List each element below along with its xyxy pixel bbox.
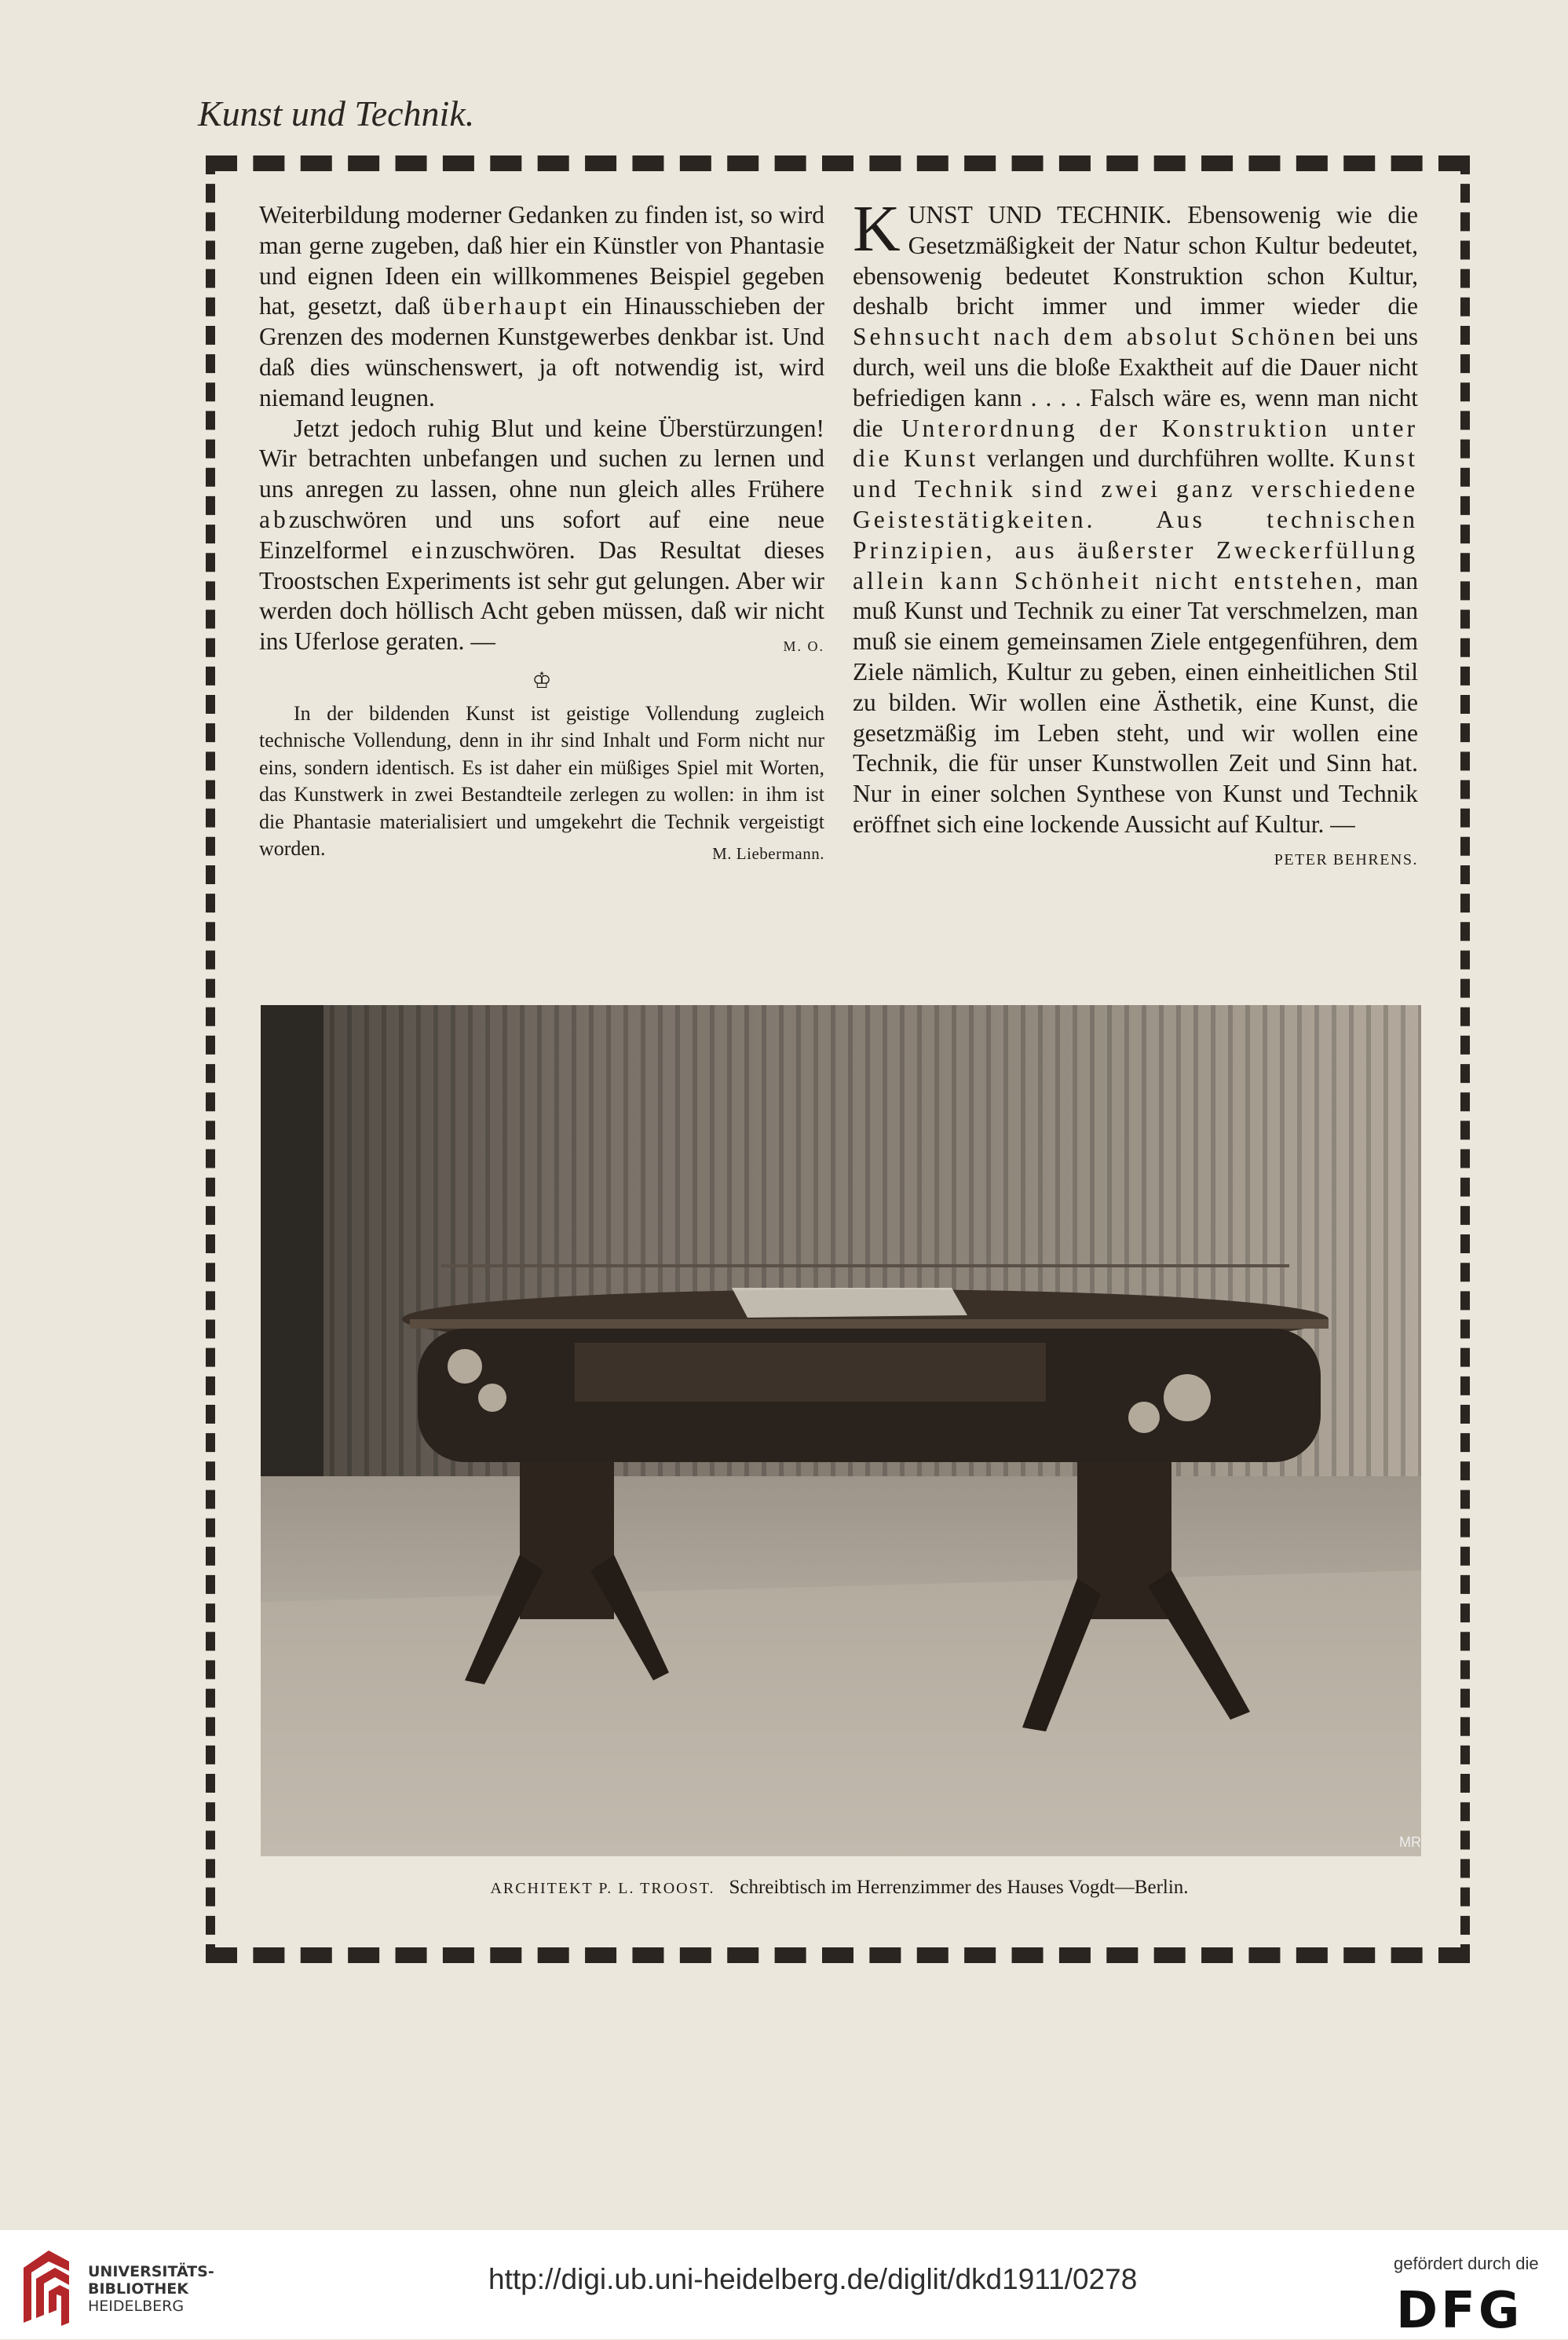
crown-ornament-icon: ♔ <box>532 668 552 693</box>
caption-text: Schreibtisch im Herrenzimmer des Hauses Vogdt—Berlin. <box>729 1877 1189 1898</box>
left-paragraph-1: Weiterbildung moderner Gedanken zu finden ist, so wird man gerne zugeben, daß hier ein Künstler von Phantasie und eignen Ideen ein willkommenes Beispiel gegeben hat, gesetzt, daß überhaupt ein Hinausschieben der Grenzen des modernen Kunstgewerbes denkbar ist. Und daß dies wünschenswert, ja oft notwendig ist, wird niemand leugnen. <box>259 201 825 411</box>
library-name: UNIVERSITÄTS- BIBLIOTHEK HEIDELBERG <box>88 2263 214 2315</box>
dfg-logo: DFG <box>1396 2282 1523 2340</box>
digitization-footer <box>0 2230 1568 2339</box>
article-heading: UNST UND TECHNIK. <box>908 201 1172 229</box>
right-column <box>853 192 1419 876</box>
running-head: Kunst und Technik. <box>198 93 475 133</box>
photo-caption <box>259 1877 1420 1899</box>
desk-photograph <box>261 1005 1421 1856</box>
signature-mo: M. O. <box>783 638 824 655</box>
caption-architect: ARCHITEKT P. L. TROOST. <box>490 1880 715 1897</box>
photo-monogram: MR <box>1399 1834 1421 1850</box>
left-column <box>259 200 824 868</box>
university-library-logo-icon <box>17 2244 75 2326</box>
left-paragraph-2: Jetzt jedoch ruhig Blut und keine Überstürzungen! Wir betrachten unbefangen und suchen zu lernen und uns anregen zu lassen, ohne nun gleich alles Frühere abzuschwören und uns sofort auf eine neue Einzelformel einzuschwören. Das Resultat dieses Troostschen Experiments ist sehr gut gelungen. Aber wir werden doch höllisch Acht geben müssen, daß wir nicht ins Uferlose geraten. — M. O. <box>259 414 824 657</box>
dropcap-letter: K <box>853 192 901 265</box>
signature-behrens: PETER BEHRENS. <box>1274 850 1418 868</box>
permalink-url[interactable]: http://digi.ub.uni-heidelberg.de/diglit/dkd1911/0278 <box>488 2263 1138 2295</box>
signature-liebermann: M. Liebermann. <box>712 844 824 864</box>
funded-by-label: gefördert durch die <box>1394 2254 1539 2273</box>
desk-photo-illustration <box>261 1005 1421 1856</box>
liebermann-quote: In der bildenden Kunst ist geistige Vollendung zugleich technische Vollendung, denn in ihr sind Inhalt und Form nicht nur eins, sondern identisch. Es ist daher ein müßiges Spiel mit Worten, das Kunstwerk in zwei Bestandteile zerlegen zu wollen: in ihm ist die Phantasie materialisiert und umgekehrt die Technik vergeistigt worden. M. Liebermann. <box>259 700 824 863</box>
right-paragraph: KUNST UND TECHNIK. Ebensowenig wie die Gesetzmäßigkeit der Natur schon Kultur bedeutet, ebensowenig bedeutet Konstruktion schon Kultur, deshalb bricht immer und immer wieder die Sehnsucht nach dem absolut Schönen bei uns durch, weil uns die bloße Exaktheit auf die Dauer nicht befriedigen kann . . . . Falsch wäre es, wenn man nicht die Unterordnung der Konstruktion unter die Kunst verlangen und durchführen wollte. Kunst und Technik sind zwei ganz verschiedene Geistestätigkeiten. Aus technischen Prinzipien, aus äußerster Zweckerfüllung allein kann Schönheit nicht entstehen, man muß Kunst und Technik zu einer Tat verschmelzen, man muß sie einem gemeinsamen Ziele entgegenführen, dem Ziele nämlich, Kultur zu geben, einen einheitlichen Stil zu bilden. Wir wollen eine Ästhetik, eine Kunst, die gesetzmäßig im Leben steht, und wir wollen eine Technik, die für unser Kunstwollen Zeit und Sinn hat. Nur in einer solchen Synthese von Kunst und Technik eröffnet sich eine lockende Aussicht auf Kultur. — PETER BEHRENS. <box>853 200 1418 840</box>
